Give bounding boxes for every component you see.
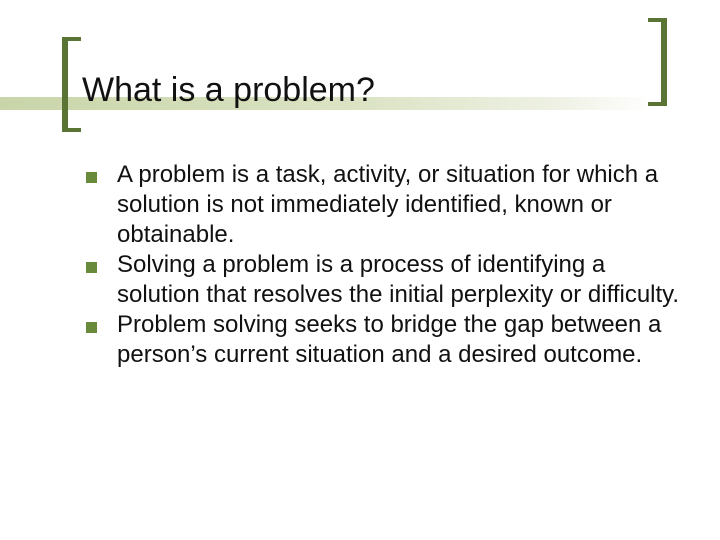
bullet-item	[86, 310, 686, 370]
bullet-list	[86, 160, 686, 370]
bullet-item	[86, 250, 686, 310]
slide-title: What is a problem?	[82, 71, 375, 109]
right-bracket-decoration	[648, 18, 667, 106]
left-bracket-decoration	[62, 37, 81, 132]
square-bullet-icon	[86, 172, 97, 183]
bullet-item	[86, 160, 686, 250]
bullet-text: A problem is a task, activity, or situation for which a solution is not immediately identified, known or obtainable.	[117, 161, 659, 248]
bullet-text: Problem solving seeks to bridge the gap between a person’s current situation and a desired outcome.	[117, 311, 662, 368]
bullet-text: Solving a problem is a process of identifying a solution that resolves the initial perplexity or difficulty.	[117, 251, 680, 308]
square-bullet-icon	[86, 322, 97, 333]
square-bullet-icon	[86, 262, 97, 273]
